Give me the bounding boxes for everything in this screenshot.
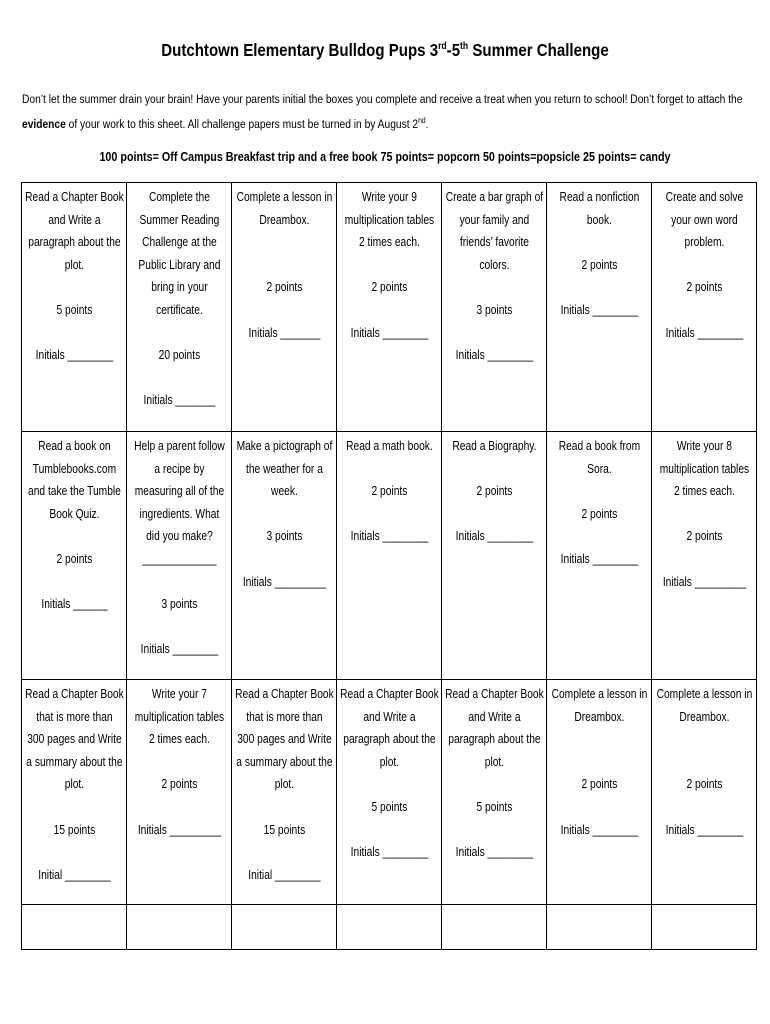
points-value: 2 points — [371, 484, 407, 499]
task-text: a summary about the — [235, 754, 333, 769]
points-legend: 100 points= Off Campus Breakfast trip and a free book 75 points= popcorn 50 points=popsicle 25 points= candy — [99, 150, 671, 164]
task-text: bring in your — [150, 280, 208, 295]
task-text: did you make? — [145, 529, 213, 544]
task-text: ingredients. What — [139, 506, 219, 521]
task-text: Write your 8 — [676, 439, 732, 453]
task-text: a recipe by — [153, 461, 205, 476]
task-text: and Write a — [362, 709, 416, 724]
challenge-row — [22, 680, 757, 905]
initials-line[interactable]: Initials _________ — [662, 574, 746, 589]
task-text: multiplication tables — [344, 212, 434, 227]
initials-line[interactable]: Initials ________ — [560, 822, 638, 837]
page-title: Dutchtown Elementary Bulldog Pups 3rd-5th Summer Challenge — [161, 40, 609, 60]
challenge-row — [22, 905, 757, 950]
points-value: 2 points — [371, 280, 407, 295]
challenge-cell — [442, 905, 547, 950]
initials-line[interactable]: Initials ________ — [350, 325, 428, 340]
initials-line[interactable]: Initials ________ — [665, 822, 743, 837]
task-text: Read a Chapter Book — [339, 687, 439, 701]
challenge-cell — [547, 432, 652, 680]
challenge-cell — [547, 183, 652, 432]
task-text: Summer Reading — [139, 212, 219, 227]
initials-line[interactable]: Initials _________ — [137, 822, 221, 837]
task-text: Dreambox. — [678, 709, 730, 724]
challenge-cell — [652, 905, 757, 950]
task-text: plot. — [64, 257, 84, 272]
task-text: that is more than — [35, 709, 113, 724]
challenge-cell — [442, 432, 547, 680]
task-text: Complete the — [148, 190, 210, 204]
task-text: and take the Tumble — [27, 484, 121, 499]
points-value: 2 points — [581, 506, 617, 521]
challenge-cell — [232, 905, 337, 950]
task-text: multiplication tables — [659, 461, 749, 476]
task-text: Read a math book. — [345, 439, 433, 453]
points-value: 5 points — [56, 302, 92, 317]
task-text: Read a Biography. — [451, 439, 537, 453]
task-text: Tumblebooks.com — [32, 461, 116, 476]
initials-line[interactable]: Initials ________ — [455, 348, 533, 363]
challenge-cell — [337, 680, 442, 905]
task-text: week. — [270, 484, 298, 499]
task-text: the weather for a — [245, 461, 323, 476]
initials-line[interactable]: Initials _______ — [248, 325, 320, 340]
task-text: paragraph about the — [342, 732, 436, 747]
points-value: 2 points — [56, 551, 92, 566]
challenge-cell — [127, 680, 232, 905]
task-text: paragraph about the — [447, 732, 541, 747]
points-value: 3 points — [266, 529, 302, 544]
task-text: that is more than — [245, 709, 323, 724]
challenge-cell — [127, 905, 232, 950]
initials-line[interactable]: Initial ________ — [247, 867, 321, 882]
task-text: and Write a — [47, 212, 101, 227]
points-value: 2 points — [581, 257, 617, 272]
challenge-cell — [22, 432, 127, 680]
task-text: Challenge at the — [141, 235, 217, 250]
task-text: measuring all of the — [134, 484, 224, 499]
task-text: Sora. — [586, 461, 612, 476]
challenge-cell — [22, 183, 127, 432]
task-text: Dreambox. — [573, 709, 625, 724]
task-text: Read a Chapter Book — [444, 687, 544, 701]
initials-line[interactable]: Initials _________ — [242, 574, 326, 589]
initials-line[interactable]: Initials ________ — [560, 551, 638, 566]
initials-line[interactable]: Initials ________ — [350, 529, 428, 544]
points-value: 2 points — [581, 777, 617, 792]
challenge-grid — [21, 182, 757, 950]
challenge-cell — [337, 183, 442, 432]
points-value: 3 points — [161, 597, 197, 612]
initials-line[interactable]: Initials ________ — [665, 325, 743, 340]
intro-paragraph: Don’t let the summer drain your brain! Have your parents initial the boxes you complete and receive a treat when you return to school! Don’t forget to attach the evidence of your work to this sheet. All challenge papers must be turned in by August 2nd. — [22, 92, 743, 132]
initials-line[interactable]: Initials ________ — [35, 348, 113, 363]
task-text: colors. — [478, 257, 510, 272]
task-text: Complete a lesson in — [551, 687, 647, 701]
task-text: certificate. — [155, 302, 203, 317]
points-value: 15 points — [53, 822, 95, 837]
task-text: Make a pictograph of — [236, 439, 332, 453]
challenge-cell — [547, 680, 652, 905]
task-text: plot. — [379, 754, 399, 769]
points-value: 15 points — [263, 822, 305, 837]
task-text: Read a nonfiction — [559, 190, 639, 204]
points-value: 2 points — [686, 529, 722, 544]
points-value: 2 points — [686, 280, 722, 295]
points-value: 2 points — [686, 777, 722, 792]
initials-line[interactable]: Initials ________ — [560, 302, 638, 317]
task-text: Write your 7 — [151, 687, 207, 701]
initials-line[interactable]: Initials ________ — [350, 845, 428, 860]
challenge-cell — [22, 905, 127, 950]
task-text: a summary about the — [25, 754, 123, 769]
task-text: 2 times each. — [673, 484, 735, 499]
challenge-cell — [442, 183, 547, 432]
challenge-cell — [337, 905, 442, 950]
task-text: problem. — [684, 235, 724, 250]
challenge-cell — [442, 680, 547, 905]
initials-line[interactable]: Initial ________ — [37, 867, 111, 882]
initials-line[interactable]: Initials ________ — [140, 642, 218, 657]
challenge-cell — [127, 183, 232, 432]
task-text: plot. — [64, 777, 84, 792]
challenge-cell — [22, 680, 127, 905]
task-text: and Write a — [467, 709, 521, 724]
points-value: 2 points — [161, 777, 197, 792]
challenge-cell — [127, 432, 232, 680]
task-text: Complete a lesson in — [656, 687, 752, 701]
task-text: 2 times each. — [358, 235, 420, 250]
task-text: paragraph about the — [27, 235, 121, 250]
task-text: multiplication tables — [134, 709, 224, 724]
task-text: Public Library and — [137, 257, 221, 272]
task-text: Read a Chapter Book — [24, 687, 124, 701]
task-text: Book Quiz. — [48, 506, 100, 521]
task-text: Create a bar graph of — [445, 190, 543, 204]
challenge-cell — [652, 680, 757, 905]
challenge-cell — [232, 680, 337, 905]
task-text: Create and solve — [665, 190, 743, 204]
initials-line[interactable]: Initials ______ — [40, 597, 108, 612]
initials-line[interactable]: Initials _______ — [143, 393, 215, 408]
task-text: Read a book from — [558, 439, 640, 453]
task-text: book. — [586, 212, 612, 227]
challenge-cell — [337, 432, 442, 680]
task-text: Dreambox. — [258, 212, 310, 227]
challenge-cell — [547, 905, 652, 950]
task-text: 300 pages and Write — [236, 732, 332, 747]
challenge-cell — [652, 432, 757, 680]
task-text: 2 times each. — [148, 732, 210, 747]
task-text: 300 pages and Write — [26, 732, 122, 747]
challenge-row — [22, 183, 757, 432]
task-text: _____________ — [141, 551, 217, 566]
task-text: Help a parent follow — [133, 439, 225, 453]
challenge-row — [22, 432, 757, 680]
task-text: Read a book on — [37, 439, 111, 453]
challenge-cell — [652, 183, 757, 432]
task-text: Read a Chapter Book — [234, 687, 334, 701]
points-value: 5 points — [476, 799, 512, 814]
points-value: 5 points — [371, 799, 407, 814]
initials-line[interactable]: Initials ________ — [455, 845, 533, 860]
task-text: Complete a lesson in — [236, 190, 332, 204]
task-text: plot. — [274, 777, 294, 792]
points-value: 3 points — [476, 302, 512, 317]
task-text: your own word — [670, 212, 738, 227]
challenge-cell — [232, 432, 337, 680]
challenge-cell — [232, 183, 337, 432]
task-text: friends’ favorite — [459, 235, 529, 250]
task-text: plot. — [484, 754, 504, 769]
points-value: 2 points — [476, 484, 512, 499]
points-value: 20 points — [158, 348, 200, 363]
task-text: Read a Chapter Book — [24, 190, 124, 204]
initials-line[interactable]: Initials ________ — [455, 529, 533, 544]
task-text: Write your 9 — [361, 190, 417, 204]
points-value: 2 points — [266, 280, 302, 295]
task-text: your family and — [459, 212, 529, 227]
